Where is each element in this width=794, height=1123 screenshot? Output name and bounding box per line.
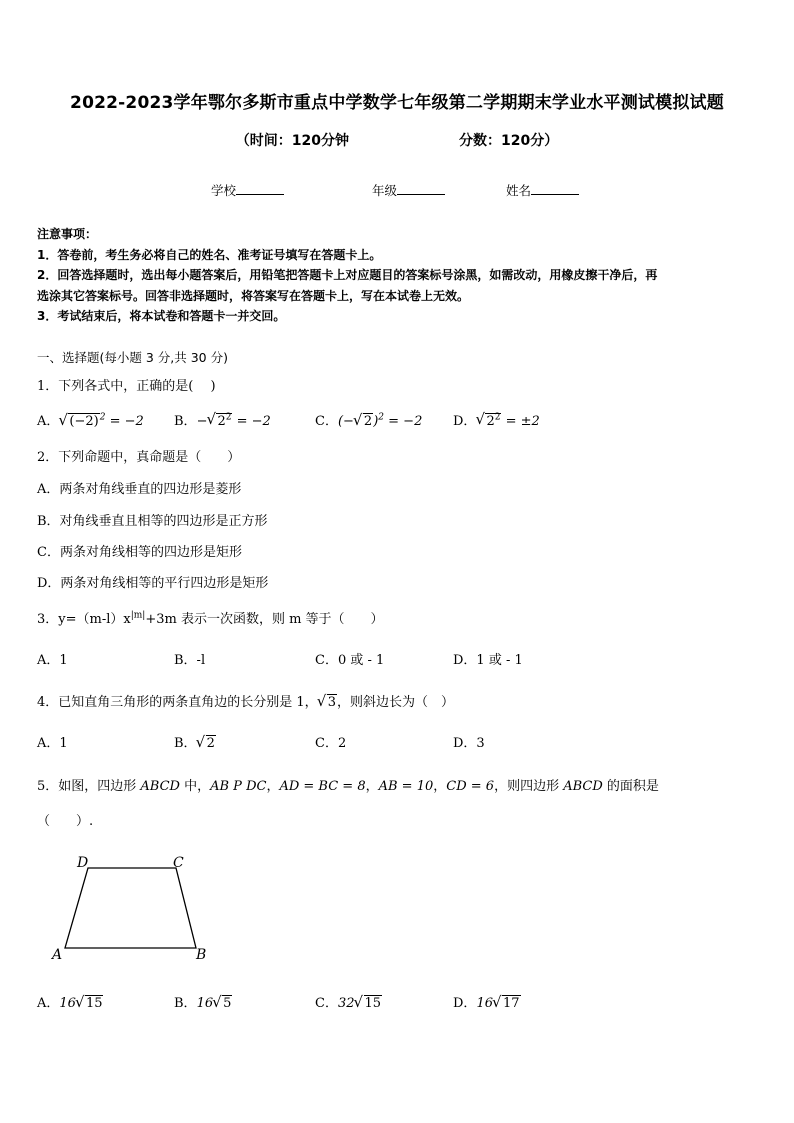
question-4-stem: 4．已知直角三角形的两条直角边的长分别是 1，√ 3，则斜边长为（ ）	[37, 691, 454, 710]
q2-option-a[interactable]: A．两条对角线垂直的四边形是菱形	[37, 482, 242, 497]
q2-option-d[interactable]: D．两条对角线相等的平行四边形是矩形	[37, 576, 269, 591]
question-5-stem-line2: （ ）.	[37, 814, 94, 829]
notice-item: 1．答卷前，考生务必将自己的姓名、准考证号填写在答题卡上。	[37, 247, 382, 262]
q2-option-b[interactable]: B．对角线垂直且相等的四边形是正方形	[37, 514, 268, 529]
trapezoid-figure	[45, 845, 225, 970]
trapezoid-shape	[65, 868, 196, 948]
vertex-label-c: C	[173, 855, 184, 871]
q5-option-a[interactable]: A．16√ 15	[37, 992, 103, 1011]
notice-item: 2．回答选择题时，选出每小题答案后，用铅笔把答题卡上对应题目的答案标号涂黑，如需改动，用橡皮擦干净后，再	[37, 268, 658, 282]
exam-title: 2022-2023学年鄂尔多斯市重点中学数学七年级第二学期期末学业水平测试模拟试题	[70, 93, 724, 113]
q3-option-b[interactable]: B．-l	[174, 653, 206, 668]
exam-subtitle	[0, 130, 794, 150]
vertex-label-d: D	[77, 855, 89, 871]
question-5-stem: 5．如图，四边形 ABCD 中，AB P DC，AD = BC = 8，AB = 10，CD = 6，则四边形 ABCD 的面积是	[37, 779, 659, 794]
q5-option-b[interactable]: B．16√ 5	[174, 992, 232, 1011]
q4-option-d[interactable]: D．3	[453, 736, 485, 751]
q1-option-a[interactable]: A．√ $(-2)^2 = -2$	[37, 410, 144, 429]
q1-option-d[interactable]: D．√ $2^2 = \pm 2$	[453, 410, 540, 429]
time-info: （时间：120分钟	[235, 133, 349, 149]
q1-option-c[interactable]: C．(−√ 2)$^2$ = −2	[315, 410, 422, 429]
school-field[interactable]: 学校	[211, 181, 284, 199]
q5-option-d[interactable]: D．16√ 17	[453, 992, 521, 1011]
question-2-stem: 2．下列命题中，真命题是（ ）	[37, 450, 241, 465]
notice-block	[37, 224, 761, 327]
notice-item: 3．考试结束后，将本试卷和答题卡一并交回。	[37, 309, 286, 323]
question-3-stem: 3．$y=(m-l)x^{|m|}+3m$ 表示一次函数，则 m 等于（ ）	[37, 610, 384, 627]
grade-field[interactable]: 年级	[372, 181, 445, 199]
q1-option-b[interactable]: B．−√ $2^2 = -2$	[174, 410, 271, 429]
q5-option-c[interactable]: C．32√ 15	[315, 992, 382, 1011]
notice-item: 选涂其它答案标号。回答非选择题时，将答案写在答题卡上，写在本试卷上无效。	[37, 288, 470, 303]
vertex-label-b: B	[196, 947, 207, 963]
q4-option-b[interactable]: B．√ 2	[174, 732, 216, 751]
q4-option-a[interactable]: A．1	[37, 736, 68, 751]
q4-option-c[interactable]: C．2	[315, 736, 347, 751]
q2-option-c[interactable]: C．两条对角线相等的四边形是矩形	[37, 545, 242, 560]
notice-heading: 注意事项：	[37, 227, 98, 241]
q3-option-a[interactable]: A．1	[37, 653, 68, 668]
q3-option-d[interactable]: D．1 或 - 1	[453, 653, 523, 668]
name-field[interactable]: 姓名	[506, 181, 579, 199]
q3-option-c[interactable]: C．0 或 - 1	[315, 653, 385, 668]
section-heading: 一、选择题(每小题 3 分,共 30 分)	[37, 350, 228, 365]
vertex-label-a: A	[52, 947, 63, 963]
score-info: 分数：120分）	[459, 133, 559, 149]
question-1-stem: 1．下列各式中，正确的是( )	[37, 379, 216, 394]
